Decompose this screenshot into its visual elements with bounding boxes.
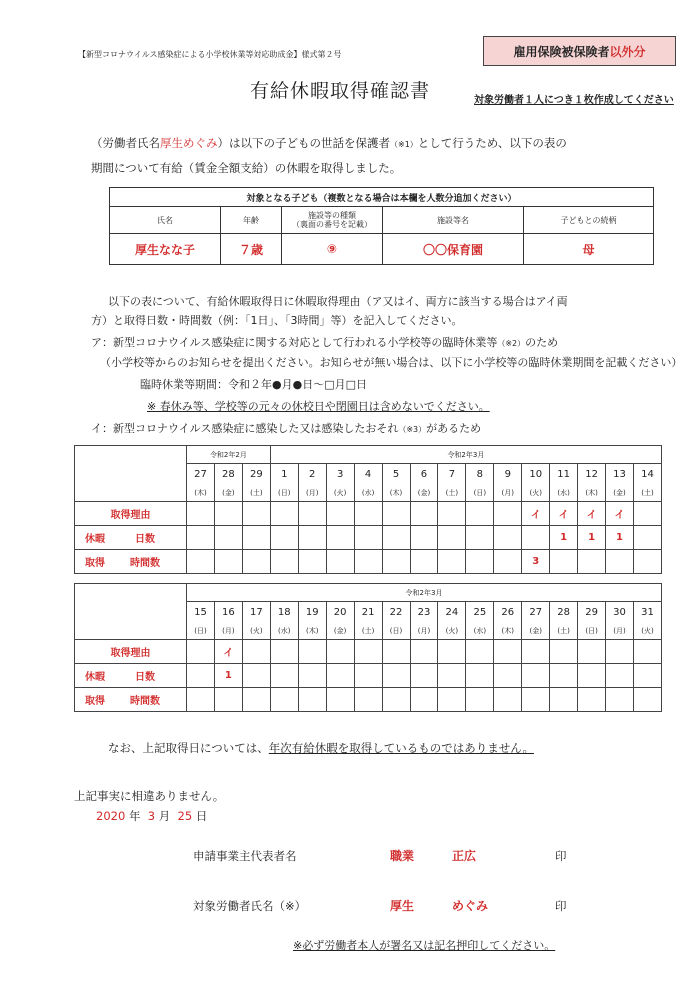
calendar-weekday: (金) xyxy=(606,484,634,502)
reason-row-label: 取得理由 xyxy=(75,640,187,664)
calendar-day: 16 xyxy=(214,602,242,623)
calendar-weekday: (火) xyxy=(242,622,270,640)
leave-hours-cell xyxy=(606,688,634,712)
intro-line-2: 期間について有給（賃金全額支給）の休暇を取得しました。 xyxy=(91,161,402,175)
leave-reason-cell xyxy=(382,502,410,526)
leave-hours-cell xyxy=(522,688,550,712)
leave-days-cell xyxy=(438,664,466,688)
calendar-weekday: (水) xyxy=(354,484,382,502)
leave-reason-cell xyxy=(298,502,326,526)
footer-note-underlined: 年次有給休暇を取得しているものではありません。 xyxy=(268,741,534,755)
leave-hours-cell xyxy=(466,688,494,712)
child-table xyxy=(109,187,654,265)
leave-hours-label xyxy=(75,550,187,574)
leave-reason-cell xyxy=(606,640,634,664)
header-age: 年齢 xyxy=(221,207,282,234)
calendar-weekday: (日) xyxy=(466,484,494,502)
date-year: 2020 xyxy=(96,809,126,823)
worker-label: 対象労働者氏名（※） xyxy=(193,899,307,913)
calendar-weekday: (水) xyxy=(270,622,298,640)
calendar-weekday: (金) xyxy=(410,484,438,502)
leave-hours-cell xyxy=(410,550,438,574)
calendar-weekday: (土) xyxy=(438,484,466,502)
leave-days-cell xyxy=(522,526,550,550)
calendar-day: 10 xyxy=(522,464,550,485)
leave-days-cell: 1 xyxy=(550,526,578,550)
calendar-day: 9 xyxy=(494,464,522,485)
calendar-weekday: (日) xyxy=(270,484,298,502)
note-ref: （※2） xyxy=(497,339,526,348)
leave-days-cell xyxy=(214,526,242,550)
calendar-weekday: (火) xyxy=(634,622,662,640)
calendar-day: 25 xyxy=(466,602,494,623)
date-month: 3 xyxy=(147,809,156,823)
calendar-day: 28 xyxy=(550,602,578,623)
intro-text: ）は以下の子どもの世話を保護者 xyxy=(217,136,390,150)
reason-i-text: イ：新型コロナウイルス感染症に感染した又は感染したおそれ xyxy=(91,422,399,435)
leave-hours-cell xyxy=(187,550,215,574)
leave-days-label xyxy=(75,664,187,688)
leave-days-cell xyxy=(578,664,606,688)
closure-period: 臨時休業等期間：令和２年●月●日～□月□日 xyxy=(140,378,367,391)
calendar-weekday: (水) xyxy=(466,622,494,640)
calendar-weekday: (火) xyxy=(522,484,550,502)
leave-hours-cell xyxy=(326,550,354,574)
calendar-day: 11 xyxy=(550,464,578,485)
leave-hours-cell xyxy=(382,688,410,712)
month-header: 令和2年3月 xyxy=(187,584,662,602)
calendar-weekday: (木) xyxy=(578,484,606,502)
month-header: 令和2年3月 xyxy=(270,446,661,464)
leave-days-cell: 1 xyxy=(214,664,242,688)
calendar-weekday: (土) xyxy=(634,484,662,502)
leave-reason-cell: イ xyxy=(606,502,634,526)
per-worker-note: 対象労働者１人につき１枚作成してください xyxy=(474,95,674,106)
leave-reason-cell xyxy=(242,502,270,526)
leave-reason-cell xyxy=(326,502,354,526)
leave-reason-cell xyxy=(214,502,242,526)
badge-text-red: 以外分 xyxy=(609,44,646,59)
reason-row-label: 取得理由 xyxy=(75,502,187,526)
leave-reason-cell xyxy=(634,502,662,526)
calendar-weekday: (日) xyxy=(187,622,215,640)
leave-days-cell xyxy=(634,526,662,550)
calendar-weekday: (土) xyxy=(354,622,382,640)
leave-days-cell xyxy=(382,526,410,550)
leave-days-cell: 1 xyxy=(578,526,606,550)
leave-days-cell xyxy=(242,526,270,550)
leave-hours-cell xyxy=(550,688,578,712)
header-name: 氏名 xyxy=(110,207,221,234)
leave-days-cell xyxy=(606,664,634,688)
leave-days-label xyxy=(75,526,187,550)
signature-note: ※必ず労働者本人が署名又は記名押印してください。 xyxy=(293,939,556,952)
calendar-weekday: (火) xyxy=(326,484,354,502)
leave-reason-cell xyxy=(466,640,494,664)
calendar-weekday: (金) xyxy=(326,622,354,640)
leave-reason-cell xyxy=(466,502,494,526)
reason-a-text: ア：新型コロナウイルス感染症に関する対応として行われる小学校等の臨時休業等 xyxy=(91,336,498,349)
leave-reason-cell xyxy=(187,502,215,526)
calendar-day: 21 xyxy=(354,602,382,623)
leave-reason-cell xyxy=(494,502,522,526)
form-label: 【新型コロナウイルス感染症による小学校休業等対応助成金】様式第２号 xyxy=(78,50,342,59)
calendar-weekday: (火) xyxy=(438,622,466,640)
leave-hours-cell xyxy=(270,688,298,712)
leave-days-cell xyxy=(326,526,354,550)
leave-hours-cell xyxy=(326,688,354,712)
leave-reason-cell xyxy=(326,640,354,664)
leave-days-cell xyxy=(550,664,578,688)
calendar-day: 8 xyxy=(466,464,494,485)
calendar-day: 1 xyxy=(270,464,298,485)
leave-hours-cell xyxy=(578,688,606,712)
leave-reason-cell xyxy=(438,640,466,664)
leave-reason-cell xyxy=(242,640,270,664)
leave-hours-label xyxy=(75,688,187,712)
calendar-day: 27 xyxy=(187,464,215,485)
calendar-corner xyxy=(75,446,187,502)
calendar-day: 26 xyxy=(494,602,522,623)
calendar-day: 30 xyxy=(606,602,634,623)
leave-calendar-2 xyxy=(74,583,662,712)
calendar-weekday: (日) xyxy=(382,622,410,640)
leave-reason-cell xyxy=(354,502,382,526)
calendar-weekday: (月) xyxy=(298,484,326,502)
calendar-day: 13 xyxy=(606,464,634,485)
calendar-day: 18 xyxy=(270,602,298,623)
leave-label: 取得 xyxy=(85,558,105,569)
leave-days-cell xyxy=(494,526,522,550)
leave-days-cell: 1 xyxy=(606,526,634,550)
calendar-weekday: (木) xyxy=(298,622,326,640)
leave-label: 休暇 xyxy=(85,672,105,683)
leave-hours-cell xyxy=(270,550,298,574)
leave-reason-cell xyxy=(634,640,662,664)
employer-label: 申請事業主代表者名 xyxy=(193,849,297,863)
leave-hours-cell xyxy=(214,550,242,574)
employer-first-name: 正広 xyxy=(452,849,477,863)
month-header: 令和2年2月 xyxy=(187,446,271,464)
leave-hours-cell xyxy=(354,688,382,712)
leave-days-cell xyxy=(466,526,494,550)
employer-last-name: 職業 xyxy=(390,849,415,863)
leave-days-cell xyxy=(326,664,354,688)
calendar-day: 29 xyxy=(242,464,270,485)
calendar-day: 27 xyxy=(522,602,550,623)
leave-days-cell xyxy=(410,526,438,550)
leave-days-cell xyxy=(494,664,522,688)
leave-reason-cell xyxy=(438,502,466,526)
leave-label: 休暇 xyxy=(85,534,105,545)
calendar-weekday: (月) xyxy=(494,484,522,502)
date-day: 25 xyxy=(177,809,193,823)
leave-hours-cell xyxy=(494,550,522,574)
footer-note-text: なお、上記取得日については、 xyxy=(108,741,269,755)
leave-reason-cell: イ xyxy=(578,502,606,526)
calendar-day: 29 xyxy=(578,602,606,623)
leave-hours-cell xyxy=(606,550,634,574)
footer-note xyxy=(108,740,534,756)
leave-days-cell xyxy=(382,664,410,688)
leave-reason-cell: イ xyxy=(214,640,242,664)
note-ref: （※1） xyxy=(390,140,418,149)
calendar-day: 22 xyxy=(382,602,410,623)
leave-days-cell xyxy=(242,664,270,688)
calendar-weekday: (土) xyxy=(550,622,578,640)
leave-days-cell xyxy=(438,526,466,550)
header-facility-type-sub: （裏面の番号を記載） xyxy=(292,220,372,229)
leave-calendar-1 xyxy=(74,445,662,574)
reason-i xyxy=(91,420,481,436)
leave-hours-cell xyxy=(550,550,578,574)
child-name: 厚生なな子 xyxy=(110,234,221,265)
leave-reason-cell xyxy=(522,640,550,664)
leave-reason-cell xyxy=(494,640,522,664)
calendar-day: 12 xyxy=(578,464,606,485)
calendar-weekday: (月) xyxy=(214,622,242,640)
reason-i-end: があるため xyxy=(426,422,482,435)
calendar-day: 31 xyxy=(634,602,662,623)
header-relation: 子どもとの続柄 xyxy=(524,207,654,234)
calendar-day: 20 xyxy=(326,602,354,623)
intro-line-1 xyxy=(91,135,567,151)
calendar-weekday: (木) xyxy=(494,622,522,640)
calendar-weekday: (水) xyxy=(550,484,578,502)
leave-days-cell xyxy=(354,664,382,688)
instruction-line-2: 方）と取得日数・時間数（例：「1日」、「3時間」等）を記入してください。 xyxy=(91,314,463,327)
leave-days-cell xyxy=(187,664,215,688)
calendar-weekday: (日) xyxy=(578,622,606,640)
leave-label: 取得 xyxy=(85,696,105,707)
page-title: 有給休暇取得確認書 xyxy=(250,80,431,102)
leave-days-cell xyxy=(466,664,494,688)
date-unit: 日 xyxy=(195,809,208,823)
leave-reason-cell xyxy=(354,640,382,664)
calendar-day: 24 xyxy=(438,602,466,623)
header-facility-type xyxy=(282,207,383,234)
leave-hours-cell xyxy=(354,550,382,574)
worker-first-name: めぐみ xyxy=(452,899,489,913)
leave-reason-cell xyxy=(382,640,410,664)
leave-reason-cell xyxy=(270,640,298,664)
calendar-weekday: (月) xyxy=(606,622,634,640)
leave-hours-cell: 3 xyxy=(522,550,550,574)
worker-seal: 印 xyxy=(555,899,567,913)
leave-reason-cell xyxy=(187,640,215,664)
hours-label: 時間数 xyxy=(130,558,160,569)
insurance-badge xyxy=(483,36,676,66)
leave-reason-cell xyxy=(410,640,438,664)
leave-days-cell xyxy=(354,526,382,550)
calendar-day: 4 xyxy=(354,464,382,485)
leave-reason-cell: イ xyxy=(522,502,550,526)
leave-reason-cell xyxy=(578,640,606,664)
calendar-day: 5 xyxy=(382,464,410,485)
note-ref: （※3） xyxy=(398,425,427,434)
leave-reason-cell xyxy=(298,640,326,664)
child-table-caption: 対象となる子ども（複数となる場合は本欄を人数分追加ください） xyxy=(110,188,654,207)
leave-days-cell xyxy=(634,664,662,688)
leave-hours-cell xyxy=(298,550,326,574)
worker-last-name: 厚生 xyxy=(390,899,415,913)
days-label: 日数 xyxy=(135,534,155,545)
calendar-corner xyxy=(75,584,187,640)
hours-label: 時間数 xyxy=(130,696,160,707)
header-facility-type-label: 施設等の種類 xyxy=(308,211,356,220)
leave-hours-cell xyxy=(438,550,466,574)
leave-reason-cell xyxy=(410,502,438,526)
leave-days-cell xyxy=(410,664,438,688)
employer-seal: 印 xyxy=(555,849,567,863)
calendar-weekday: (金) xyxy=(522,622,550,640)
intro-text: として行うため、以下の表の xyxy=(417,136,567,150)
leave-reason-cell xyxy=(270,502,298,526)
calendar-day: 7 xyxy=(438,464,466,485)
leave-hours-cell xyxy=(242,550,270,574)
child-relation: 母 xyxy=(524,234,654,265)
leave-reason-cell: イ xyxy=(550,502,578,526)
leave-hours-cell xyxy=(466,550,494,574)
leave-hours-cell xyxy=(242,688,270,712)
calendar-weekday: (月) xyxy=(410,622,438,640)
calendar-day: 6 xyxy=(410,464,438,485)
child-facility-type: ⑨ xyxy=(282,234,383,265)
calendar-day: 23 xyxy=(410,602,438,623)
calendar-day: 14 xyxy=(634,464,662,485)
calendar-weekday: (土) xyxy=(242,484,270,502)
calendar-day: 3 xyxy=(326,464,354,485)
leave-hours-cell xyxy=(298,688,326,712)
badge-text: 雇用保険被保険者 xyxy=(513,44,610,59)
calendar-day: 28 xyxy=(214,464,242,485)
leave-hours-cell xyxy=(634,688,662,712)
calendar-weekday: (金) xyxy=(214,484,242,502)
instruction-line-1: 以下の表について、有給休暇取得日に休暇取得理由（ア又はイ、両方に該当する場合はアイ両 xyxy=(108,295,568,308)
leave-reason-cell xyxy=(550,640,578,664)
date-unit: 年 xyxy=(128,809,141,823)
reason-a-end: のため xyxy=(525,336,559,349)
worker-name: 厚生めぐみ xyxy=(160,136,218,150)
leave-hours-cell xyxy=(187,688,215,712)
calendar-weekday: (木) xyxy=(382,484,410,502)
date-unit: 月 xyxy=(158,809,171,823)
spring-break-warning: ※ 春休み等、学校等の元々の休校日や閉園日は含めないでください。 xyxy=(147,400,490,413)
confirmation-text: 上記事実に相違ありません。 xyxy=(74,789,225,803)
reason-a-small: （小学校等からのお知らせを提出ください。お知らせが無い場合は、以下に小学校等の臨時休業期間を記載ください） xyxy=(100,356,683,369)
leave-hours-cell xyxy=(214,688,242,712)
days-label: 日数 xyxy=(135,672,155,683)
leave-days-cell xyxy=(270,526,298,550)
intro-text: （労働者氏名 xyxy=(91,136,160,150)
leave-days-cell xyxy=(270,664,298,688)
calendar-day: 19 xyxy=(298,602,326,623)
child-age: ７歳 xyxy=(221,234,282,265)
calendar-day: 17 xyxy=(242,602,270,623)
leave-days-cell xyxy=(522,664,550,688)
signing-date xyxy=(96,808,207,824)
leave-hours-cell xyxy=(494,688,522,712)
reason-a xyxy=(91,334,558,350)
leave-hours-cell xyxy=(634,550,662,574)
leave-days-cell xyxy=(298,526,326,550)
header-facility-name: 施設等名 xyxy=(383,207,524,234)
leave-days-cell xyxy=(298,664,326,688)
leave-hours-cell xyxy=(382,550,410,574)
leave-hours-cell xyxy=(410,688,438,712)
calendar-weekday: (木) xyxy=(187,484,215,502)
calendar-day: 2 xyxy=(298,464,326,485)
leave-days-cell xyxy=(187,526,215,550)
child-facility-name: 〇〇保育園 xyxy=(383,234,524,265)
leave-hours-cell xyxy=(578,550,606,574)
leave-hours-cell xyxy=(438,688,466,712)
calendar-day: 15 xyxy=(187,602,215,623)
